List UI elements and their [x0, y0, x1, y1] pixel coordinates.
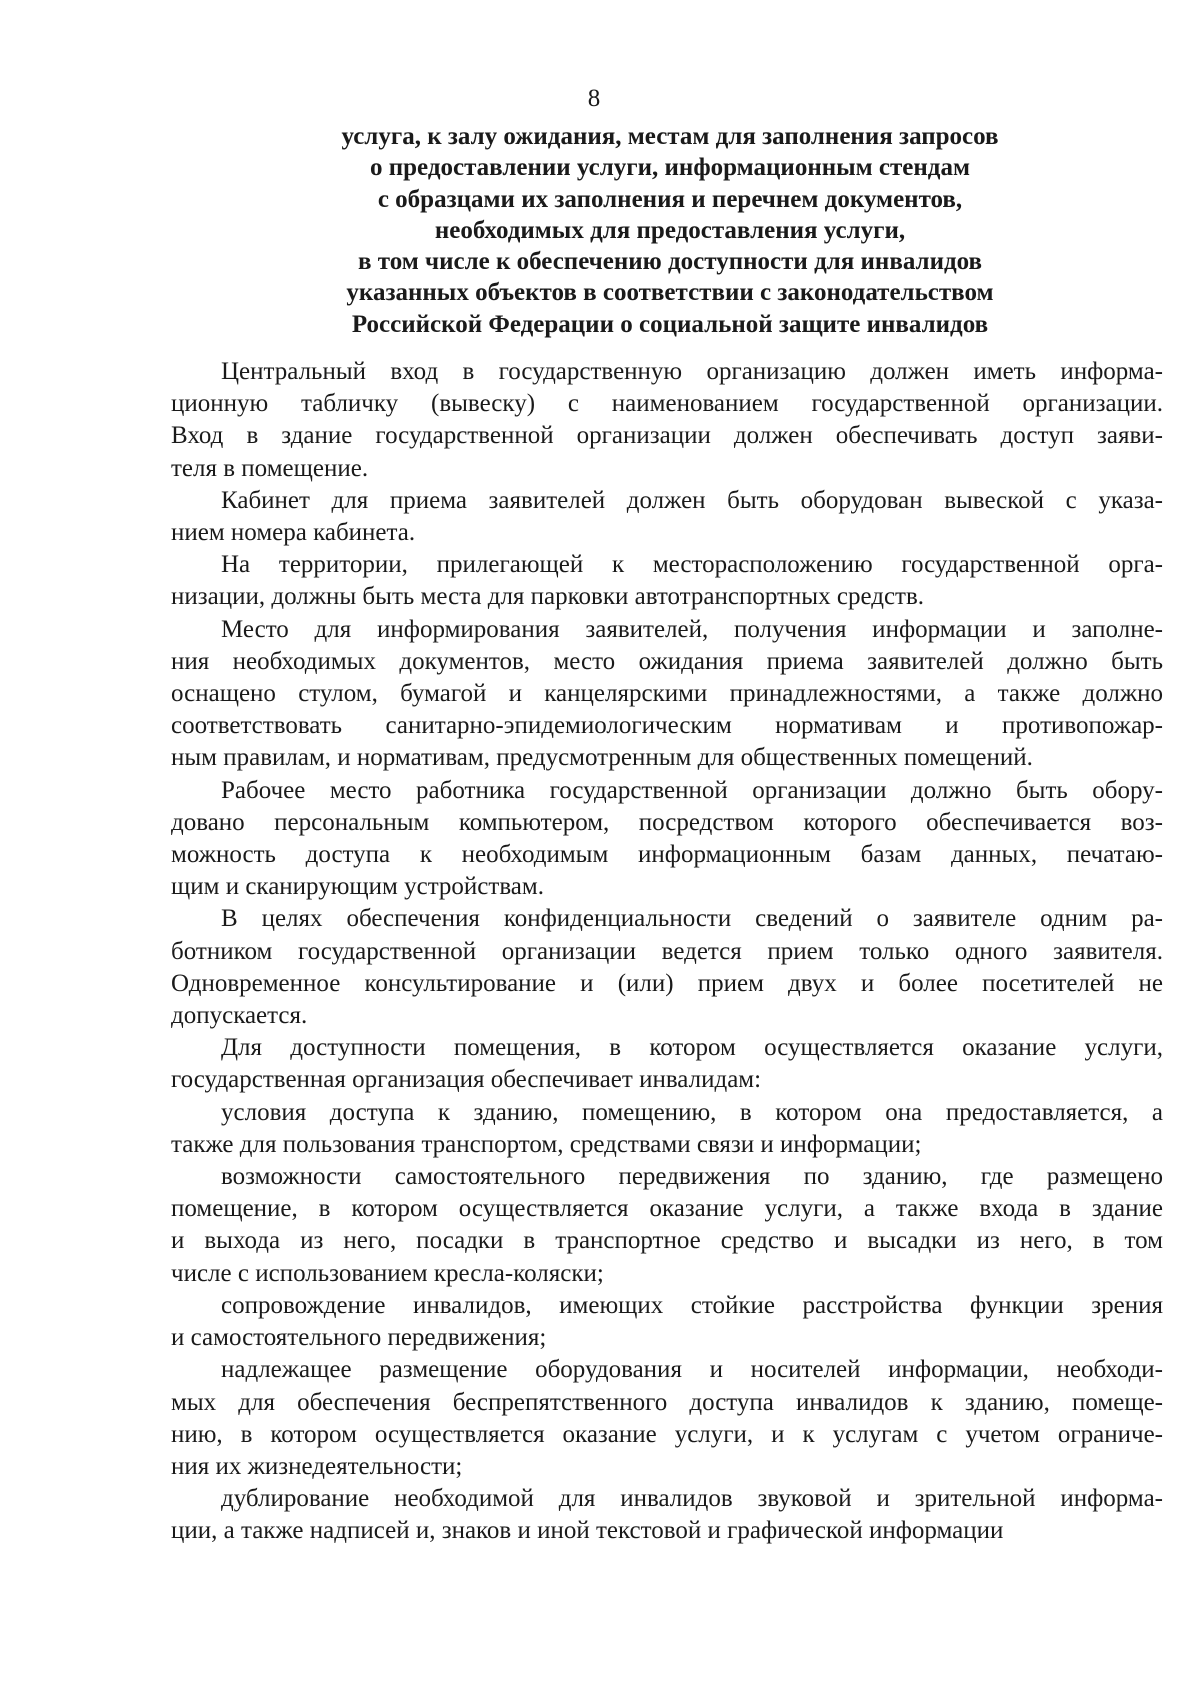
paragraph-line: Место для информирования заявителей, получения информации и заполне- — [221, 615, 1163, 643]
paragraph-line: оснащено стулом, бумагой и канцелярскими принадлежностями, а также должно — [171, 680, 1163, 708]
paragraph-line: Рабочее место работника государственной организации должно быть обору- — [221, 776, 1163, 804]
heading-line: Российской Федерации о социальной защите инвалидов — [351, 310, 989, 338]
paragraph-line: также для пользования транспортом, средствами связи и информации; — [171, 1130, 922, 1158]
paragraph-line: ции, а также надписей и, знаков и иной текстовой и графической информации — [171, 1517, 1004, 1545]
paragraph-line: числе с использованием кресла-коляски; — [171, 1259, 604, 1287]
paragraph-line: ния необходимых документов, место ожидания приема заявителей должно быть — [171, 647, 1163, 675]
body-text — [171, 356, 1163, 1548]
paragraph-line: низации, должны быть места для парковки автотранспортных средств. — [171, 583, 925, 611]
page-number: 8 — [587, 85, 601, 112]
paragraph — [171, 1290, 1163, 1354]
paragraph-line: можность доступа к необходимым информационным базам данных, печатаю- — [171, 841, 1163, 869]
paragraph — [171, 356, 1163, 485]
section-heading — [170, 121, 1170, 340]
paragraph-line: Вход в здание государственной организации должен обеспечивать доступ заяви- — [171, 422, 1163, 450]
paragraph-line: ным правилам, и нормативам, предусмотренным для общественных помещений. — [171, 744, 1033, 772]
paragraph-line: Одновременное консультирование и (или) прием двух и более посетителей не — [171, 969, 1163, 997]
paragraph-line: мых для обеспечения беспрепятственного доступа инвалидов к зданию, помеще- — [171, 1388, 1163, 1416]
paragraph-line: надлежащее размещение оборудования и носителей информации, необходи- — [221, 1356, 1163, 1384]
heading-line: услуга, к залу ожидания, местам для заполнения запросов — [341, 123, 999, 150]
heading-line: о предоставлении услуги, информационным стендам — [370, 154, 970, 182]
paragraph — [171, 1097, 1163, 1161]
heading-line: указанных объектов в соответствии с законодательством — [346, 279, 994, 307]
paragraph-line: ния их жизнедеятельности; — [171, 1452, 463, 1480]
paragraph-line: возможности самостоятельного передвижения по зданию, где размещено — [221, 1163, 1163, 1191]
paragraph-line: и самостоятельного передвижения; — [171, 1324, 547, 1352]
paragraph-line: теля в помещение. — [171, 454, 369, 482]
paragraph-line: На территории, прилегающей к месторасположению государственной орга- — [221, 551, 1163, 579]
paragraph-line: нием номера кабинета. — [171, 519, 416, 547]
paragraph-line: ботником государственной организации ведется прием только одного заявителя. — [171, 937, 1163, 965]
paragraph-line: допускается. — [171, 1002, 308, 1030]
paragraph-line: помещение, в котором осуществляется оказание услуги, а также входа в здание — [171, 1195, 1163, 1223]
paragraph — [171, 614, 1163, 775]
paragraph-line: сопровождение инвалидов, имеющих стойкие расстройства функции зрения — [221, 1291, 1163, 1319]
paragraph-line: государственная организация обеспечивает инвалидам: — [171, 1066, 762, 1094]
paragraph-line: соответствовать санитарно-эпидемиологическим нормативам и противопожар- — [171, 712, 1163, 740]
paragraph-line: довано персональным компьютером, посредством которого обеспечивается воз- — [171, 808, 1163, 836]
paragraph-line: Для доступности помещения, в котором осуществляется оказание услуги, — [221, 1034, 1163, 1062]
paragraph — [171, 903, 1163, 1032]
paragraph — [171, 1354, 1163, 1483]
paragraph-line: условия доступа к зданию, помещению, в котором она предоставляется, а — [221, 1098, 1163, 1126]
paragraph-line: дублирование необходимой для инвалидов звуковой и зрительной информа- — [221, 1485, 1163, 1513]
paragraph-line: щим и сканирующим устройствам. — [171, 873, 544, 901]
paragraph — [171, 775, 1163, 904]
paragraph-line: нию, в котором осуществляется оказание услуги, и к услугам с учетом ограниче- — [171, 1420, 1163, 1448]
paragraph — [171, 549, 1163, 613]
paragraph — [171, 1161, 1163, 1290]
heading-line: в том числе к обеспечению доступности для инвалидов — [358, 248, 982, 276]
paragraph-line: и выхода из него, посадки в транспортное средство и высадки из него, в том — [171, 1227, 1163, 1255]
paragraph — [171, 485, 1163, 549]
heading-line: с образцами их заполнения и перечнем документов, — [377, 185, 963, 213]
heading-line: необходимых для предоставления услуги, — [434, 216, 906, 244]
paragraph-line: В целях обеспечения конфиденциальности сведений о заявителе одним ра- — [221, 905, 1163, 933]
paragraph — [171, 1032, 1163, 1096]
paragraph-line: ционную табличку (вывеску) с наименованием государственной организации. — [171, 390, 1163, 418]
paragraph — [171, 1483, 1163, 1547]
paragraph-line: Кабинет для приема заявителей должен быть оборудован вывеской с указа- — [221, 486, 1163, 514]
paragraph-line: Центральный вход в государственную организацию должен иметь информа- — [221, 358, 1163, 385]
